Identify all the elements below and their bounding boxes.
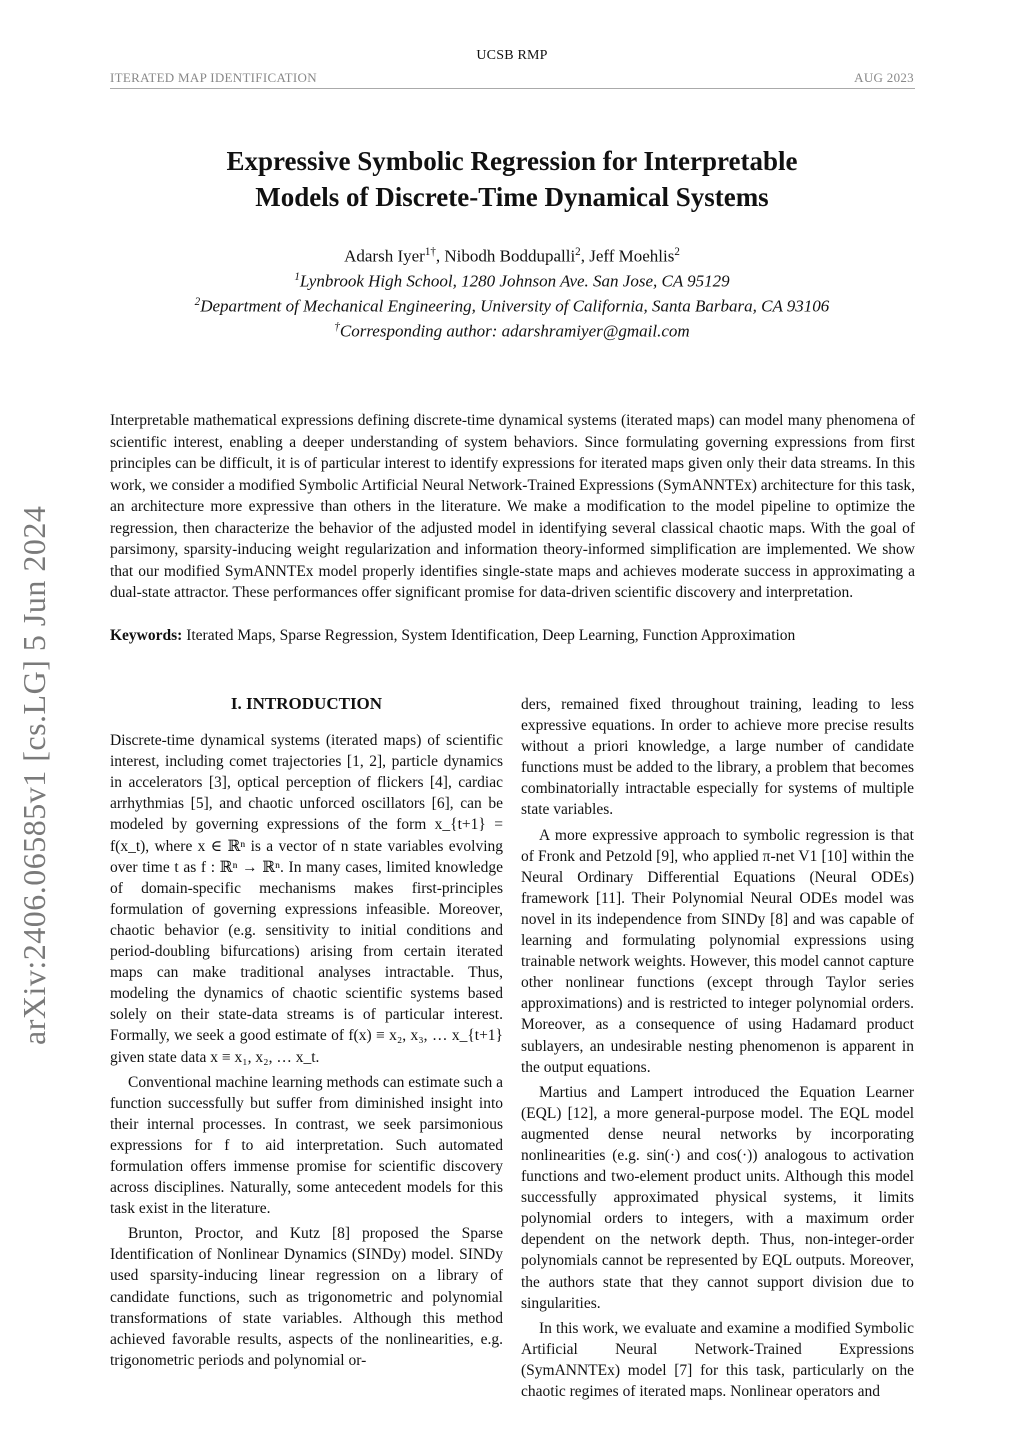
running-header-left: ITERATED MAP IDENTIFICATION — [110, 70, 317, 85]
title-line-2: Models of Discrete-Time Dynamical Systems — [255, 182, 769, 212]
affiliation-text: Department of Mechanical Engineering, University of California, Santa Barbara, CA 93106 — [200, 296, 830, 316]
header-rule — [110, 88, 915, 89]
right-column — [521, 694, 914, 1402]
keywords — [110, 627, 915, 645]
paragraph: Martius and Lampert introduced the Equation Learner (EQL) [12], a more general-purpose model. The EQL model augmented dense neural networks by incorporating nonlinearities (e.g. sin(·) and cos(·)) analogous to activation functions and two-element product units. Although this model successfully approximated physical systems, it limits polynomial orders to integers, with a maximum order dependent on the network depth. Thus, non-integer-order polynomials cannot be represented by EQL outputs. Moreover, the authors state that they cannot support division due to singularities. — [521, 1083, 914, 1312]
author-sup: 2 — [575, 246, 581, 258]
author-sep: , — [580, 246, 590, 266]
keywords-text: Iterated Maps, Sparse Regression, System Identification, Deep Learning, Function Approximation — [186, 627, 796, 644]
author-sup: 2 — [674, 246, 680, 258]
paragraph: Discrete-time dynamical systems (iterated maps) of scientific interest, including comet trajectories [1, 2], particle dynamics in accelerators [3], optical perception of flickers [4], cardiac arrhythmias [5], and chaotic unforced oscillators [6], can be modeled by governing expressions of the form x_{t+1} = f(x_t), where x ∈ ℝⁿ is a vector of n state variables evolving over time t as f : ℝⁿ → ℝⁿ. In many cases, limited knowledge of domain-specific mechanisms makes first-principles formulation of governing expressions infeasible. Moreover, chaotic behavior (e.g. sensitivity to initial conditions and period-doubling bifurcations) arising from certain iterated maps can make traditional analyses intractable. Thus, modeling the dynamics of chaotic scientific systems based solely on their state-data streams is of particular interest. Formally, we seek a good estimate of f(x) ≡ x₂, x₃, … x_{t+1} given state data x ≡ x₁, x₂, … x_t. — [110, 732, 503, 1066]
paragraph: Conventional machine learning methods can estimate such a function successfully but suffer from diminished insight into their internal processes. In contrast, we seek parsimonious expressions for f to aid interpretation. Such automated formulation offers immense promise for scientific discovery across disciplines. Naturally, some antecedent models for this task exist in the literature. — [110, 1073, 503, 1218]
paragraph: A more expressive approach to symbolic regression is that of Fronk and Petzold [9], who applied π-net V1 [10] within the Neural Ordinary Differential Equations (Neural ODEs) framework [11]. Their Polynomial Neural ODEs model was novel in its independence from SINDy [8] and was capable of learning and formulating polynomial expressions using trainable network weights. However, this model cannot capture other nonlinear functions (except through Taylor series approximations) and is restricted to integer polynomial orders. Moreover, as a consequence of using Hadamard product sublayers, an undesirable nesting phenomenon is apparent in the output equations. — [521, 826, 914, 1076]
affiliation-text: Lynbrook High School, 1280 Johnson Ave. San Jose, CA 95129 — [299, 271, 730, 291]
author-name: Jeff Moehlis — [589, 246, 675, 266]
affiliation-2 — [0, 296, 1024, 317]
title-line-1: Expressive Symbolic Regression for Interpretable — [226, 146, 798, 176]
running-header-right: AUG 2023 — [854, 70, 914, 85]
paragraph: ders, remained fixed throughout training, leading to less expressive equations. In order to achieve more precise results without a priori knowledge, a large number of candidate functions must be added to the library, a problem that becomes combinatorially intractable especially for systems of multiple state variables. — [521, 696, 914, 819]
keywords-label: Keywords: — [110, 627, 183, 644]
left-column — [110, 693, 503, 1371]
author-sup: 1† — [424, 246, 436, 258]
author-name: Nibodh Boddupalli — [444, 246, 576, 266]
affiliation-3 — [0, 321, 1024, 342]
affiliation-1 — [0, 271, 1024, 292]
author-list — [0, 246, 1024, 267]
section-heading: I. INTRODUCTION — [230, 694, 383, 713]
affiliation-sup: † — [334, 321, 340, 333]
abstract: Interpretable mathematical expressions defining discrete-time dynamical systems (iterated maps) can model many phenomena of scientific interest, enabling a deeper understanding of system behaviors. Since formulating governing expressions from first principles can be difficult, it is of particular interest to identify expressions for iterated maps given only their data streams. In this work, we consider a modified Symbolic Artificial Neural Network-Trained Expressions (SymANNTEx) architecture for this task, an architecture more expressive than others in the literature. We make a modification to the model pipeline to optimize the regression, then characterize the behavior of the adjusted model in identifying several classical chaotic maps. With the goal of parsimony, sparsity-inducing weight regularization and information theory-informed simplification are implemented. We show that our modified SymANNTEx model properly identifies single-state maps and achieves moderate success in approximating a dual-state attractor. These performances offer significant promise for data-driven scientific discovery and interpretation. — [110, 412, 915, 601]
author-sep: , — [435, 246, 445, 266]
paragraph: Brunton, Proctor, and Kutz [8] proposed the Sparse Identification of Nonlinear Dynamics (SINDy) model. SINDy used sparsity-inducing linear regression on a library of candidate functions, such as trigonometric and polynomial transformations of state variables. Although this method achieved favorable results, aspects of the nonlinearities, e.g. trigonometric periods and polynomial or- — [110, 1225, 503, 1369]
affiliation-sup: 2 — [194, 296, 201, 308]
paper-title — [0, 143, 1024, 215]
affiliation-text: Corresponding author: adarshramiyer@gmail.com — [339, 321, 690, 341]
running-header-center: UCSB RMP — [476, 48, 548, 63]
author-name: Adarsh Iyer — [344, 246, 425, 266]
paragraph: In this work, we evaluate and examine a modified Symbolic Artificial Neural Network-Trained Expressions (SymANNTEx) model [7] for this task, particularly on the chaotic regimes of iterated maps. Nonlinear operators and — [521, 1319, 914, 1400]
affiliation-sup: 1 — [294, 271, 300, 283]
arxiv-stamp: arXiv:2406.06585v1 [cs.LG] 5 Jun 2024 — [16, 505, 52, 1045]
